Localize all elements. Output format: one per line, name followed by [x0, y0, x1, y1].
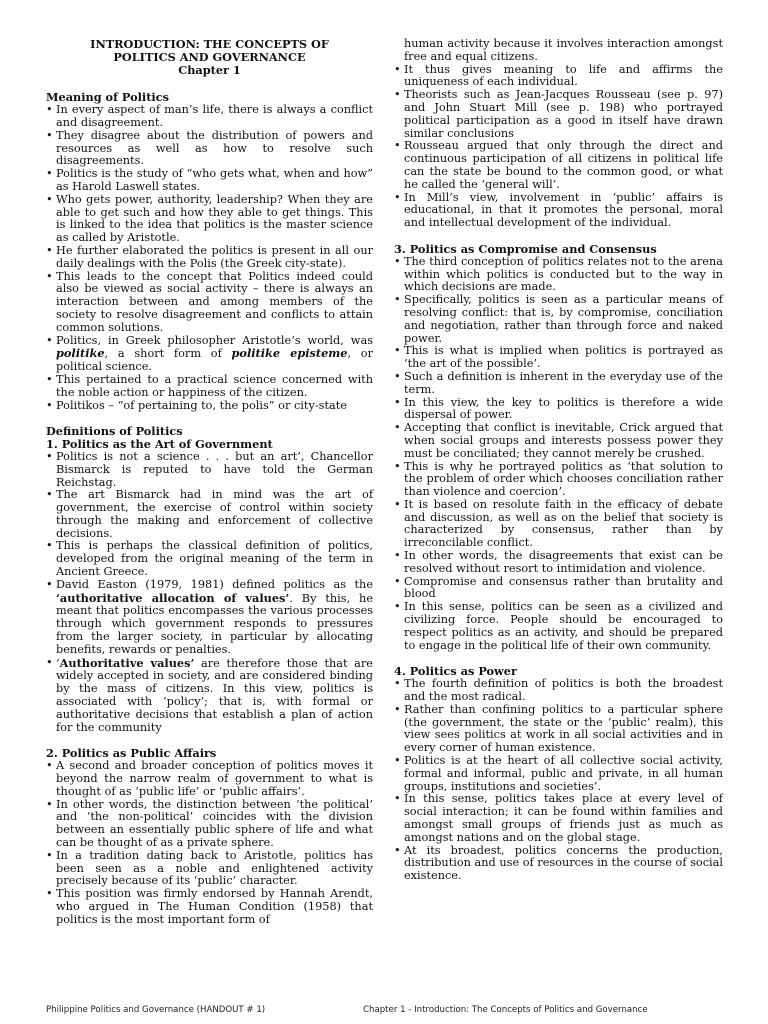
text-run: , or political science. [56, 347, 373, 374]
meaning-heading: Meaning of Politics [46, 90, 169, 105]
list-item: • At its broadest, politics concerns the production, distribution and use of resources in the course of social existence. [394, 845, 723, 883]
list-item: • Compromise and consensus rather than brutality and blood [394, 576, 723, 602]
text-run: ‘ [56, 656, 60, 670]
list-item: • In every aspect of man’s life, there is always a conflict and disagreement. [46, 104, 373, 130]
section-1-list [46, 451, 373, 735]
title-line-2: POLITICS AND GOVERNANCE [113, 49, 306, 64]
continued-text: human activity because it involves interaction amongst free and equal citizens. [404, 37, 723, 63]
list-item: • This leads to the concept that Politics indeed could also be viewed as social activity – there is always an interaction between and among members of the society to resolve disagreement and conflicts to attain common solutions. [46, 271, 373, 335]
title-chapter: Chapter 1 [178, 62, 241, 77]
section-2-list-continued [394, 64, 723, 230]
term-authoritative-values: Authoritative values’ [59, 655, 195, 670]
term-authoritative-allocation: ‘authoritative allocation of values’ [56, 590, 290, 605]
text-run: are therefore those that are widely accepted in society, and are considered binding by the mass of citizens. In this view, politics is associated with ‘policy’; that is, with formal or authoritative decisions that establish a plan of action for the community [56, 656, 373, 734]
list-item: • In a tradition dating back to Aristotle, politics has been seen as a noble and enlightened activity precisely because of its ‘public’ character. [46, 850, 373, 888]
list-item: • Politics is the study of “who gets what, when and how” as Harold Laswell states. [46, 168, 373, 194]
text-run: . By this, he meant that politics encompasses the various processes through which government responds to pressures from the larger society, in particular by allocating benefits, rewards or penalties. [56, 591, 374, 656]
list-item: • Politics is not a science . . . but an art’, Chancellor Bismarck is reputed to have told the German Reichstag. [46, 451, 373, 489]
section-3-heading: 3. Politics as Compromise and Consensus [394, 241, 657, 256]
list-item: • This is why he portrayed politics as ‘that solution to the problem of order which chooses conciliation rather than violence and coercion’. [394, 461, 723, 499]
list-item: • In this view, the key to politics is therefore a wide dispersal of power. [394, 397, 723, 423]
list-item: • This is perhaps the classical definition of politics, developed from the original meaning of the term in Ancient Greece. [46, 540, 373, 578]
list-item: • A second and broader conception of politics moves it beyond the narrow realm of government to what is thought of as ‘public life’ or ‘public affairs’. [46, 760, 373, 798]
list-item: • It thus gives meaning to life and affirms the uniqueness of each individual. [394, 64, 723, 90]
list-item: • The fourth definition of politics is both the broadest and the most radical. [394, 678, 723, 704]
text-run: Politics, in Greek philosopher Aristotle’s world, was [56, 333, 373, 347]
term-politike: politike [56, 346, 105, 361]
list-item: • Rousseau argued that only through the direct and continuous participation of all citizens in political life can the state be bound to the common good, or what he called the ‘general will’. [394, 140, 723, 191]
list-item: • Politikos – “of pertaining to, the polis” or city-state [46, 400, 373, 413]
list-item: • Who gets power, authority, leadership? When they are able to get such and how they able to get things. This is linked to the idea that politics is the master science as called by Aristotle. [46, 194, 373, 245]
document-title [46, 38, 373, 76]
section-3-list [394, 256, 723, 653]
list-item: • Rather than confining politics to a particular sphere (the government, the state or the ‘public’ realm), this view sees politics at work in all social activities and in every corner of human existence. [394, 704, 723, 755]
list-item: • The art Bismarck had in mind was the art of government, the exercise of control within society through the making and enforcement of collective decisions. [46, 489, 373, 540]
section-2-list [46, 760, 373, 926]
text-run: David Easton (1979, 1981) defined politics as the [56, 577, 373, 591]
section-4-list [394, 678, 723, 883]
list-item: • In Mill’s view, involvement in ‘public’ affairs is educational, in that it promotes the personal, moral and intellectual development of the individual. [394, 192, 723, 230]
list-item: • This position was firmly endorsed by Hannah Arendt, who argued in The Human Condition (1958) that politics is the most important form of [46, 888, 373, 926]
left-column [46, 36, 373, 927]
right-column [394, 38, 723, 883]
list-item: • Specifically, politics is seen as a particular means of resolving conflict: that is, by compromise, conciliation and negotiation, rather than through force and naked power. [394, 294, 723, 345]
footer-right: Chapter 1 - Introduction: The Concepts of Politics and Governance [363, 1005, 648, 1015]
section-1-heading: 1. Politics as the Art of Government [46, 437, 273, 452]
list-item: • This is what is implied when politics is portrayed as ‘the art of the possible’. [394, 345, 723, 371]
section-4-heading: 4. Politics as Power [394, 664, 517, 679]
list-item-easton [46, 579, 373, 657]
list-item: • Accepting that conflict is inevitable, Crick argued that when social groups and interests possess power they must be conciliated; they cannot merely be crushed. [394, 422, 723, 460]
list-item: • Politics is at the heart of all collective social activity, formal and informal, public and private, in all human groups, institutions and societies’. [394, 755, 723, 793]
meaning-list [46, 104, 373, 412]
footer-left: Philippine Politics and Governance (HANDOUT # 1) [46, 1005, 266, 1015]
text-run: , a short form of [104, 347, 232, 361]
list-item: • It is based on resolute faith in the efficacy of debate and discussion, as well as on the belief that society is characterized by consensus, rather than by irreconcilable conflict. [394, 499, 723, 550]
list-item: • In other words, the disagreements that exist can be resolved without resort to intimidation and violence. [394, 550, 723, 576]
definitions-heading: Definitions of Politics [46, 424, 183, 439]
list-item: • In this sense, politics takes place at every level of social interaction; it can be found within families and amongst small groups of friends just as much as amongst nations and on the global stage. [394, 793, 723, 844]
list-item: • In other words, the distinction between ‘the political’ and ‘the non-political’ coincides with the division between an essentially public sphere of life and what can be thought of as a private sphere. [46, 799, 373, 850]
list-item-authoritative-values [46, 657, 373, 735]
list-item: • They disagree about the distribution of powers and resources as well as how to resolve such disagreements. [46, 130, 373, 168]
list-item-politike [46, 335, 373, 374]
section-2-heading: 2. Politics as Public Affairs [46, 746, 217, 761]
list-item: • The third conception of politics relates not to the arena within which politics is conducted but to the way in which decisions are made. [394, 256, 723, 294]
list-item: • He further elaborated the politics is present in all our daily dealings with the Polis (the Greek city-state). [46, 245, 373, 271]
list-item: • This pertained to a practical science concerned with the noble action or happiness of the citizen. [46, 374, 373, 400]
list-item: • In this sense, politics can be seen as a civilized and civilizing force. People should be encouraged to respect politics as an activity, and should be prepared to engage in the political life of their own community. [394, 601, 723, 652]
list-item: • Theorists such as Jean-Jacques Rousseau (see p. 97) and John Stuart Mill (see p. 198) who portrayed political participation as a good in itself have drawn similar conclusions [394, 89, 723, 140]
term-politike-episteme: politike episteme [231, 346, 348, 361]
title-line-1: INTRODUCTION: THE CONCEPTS OF [90, 37, 329, 51]
list-item: • Such a definition is inherent in the everyday use of the term. [394, 371, 723, 397]
